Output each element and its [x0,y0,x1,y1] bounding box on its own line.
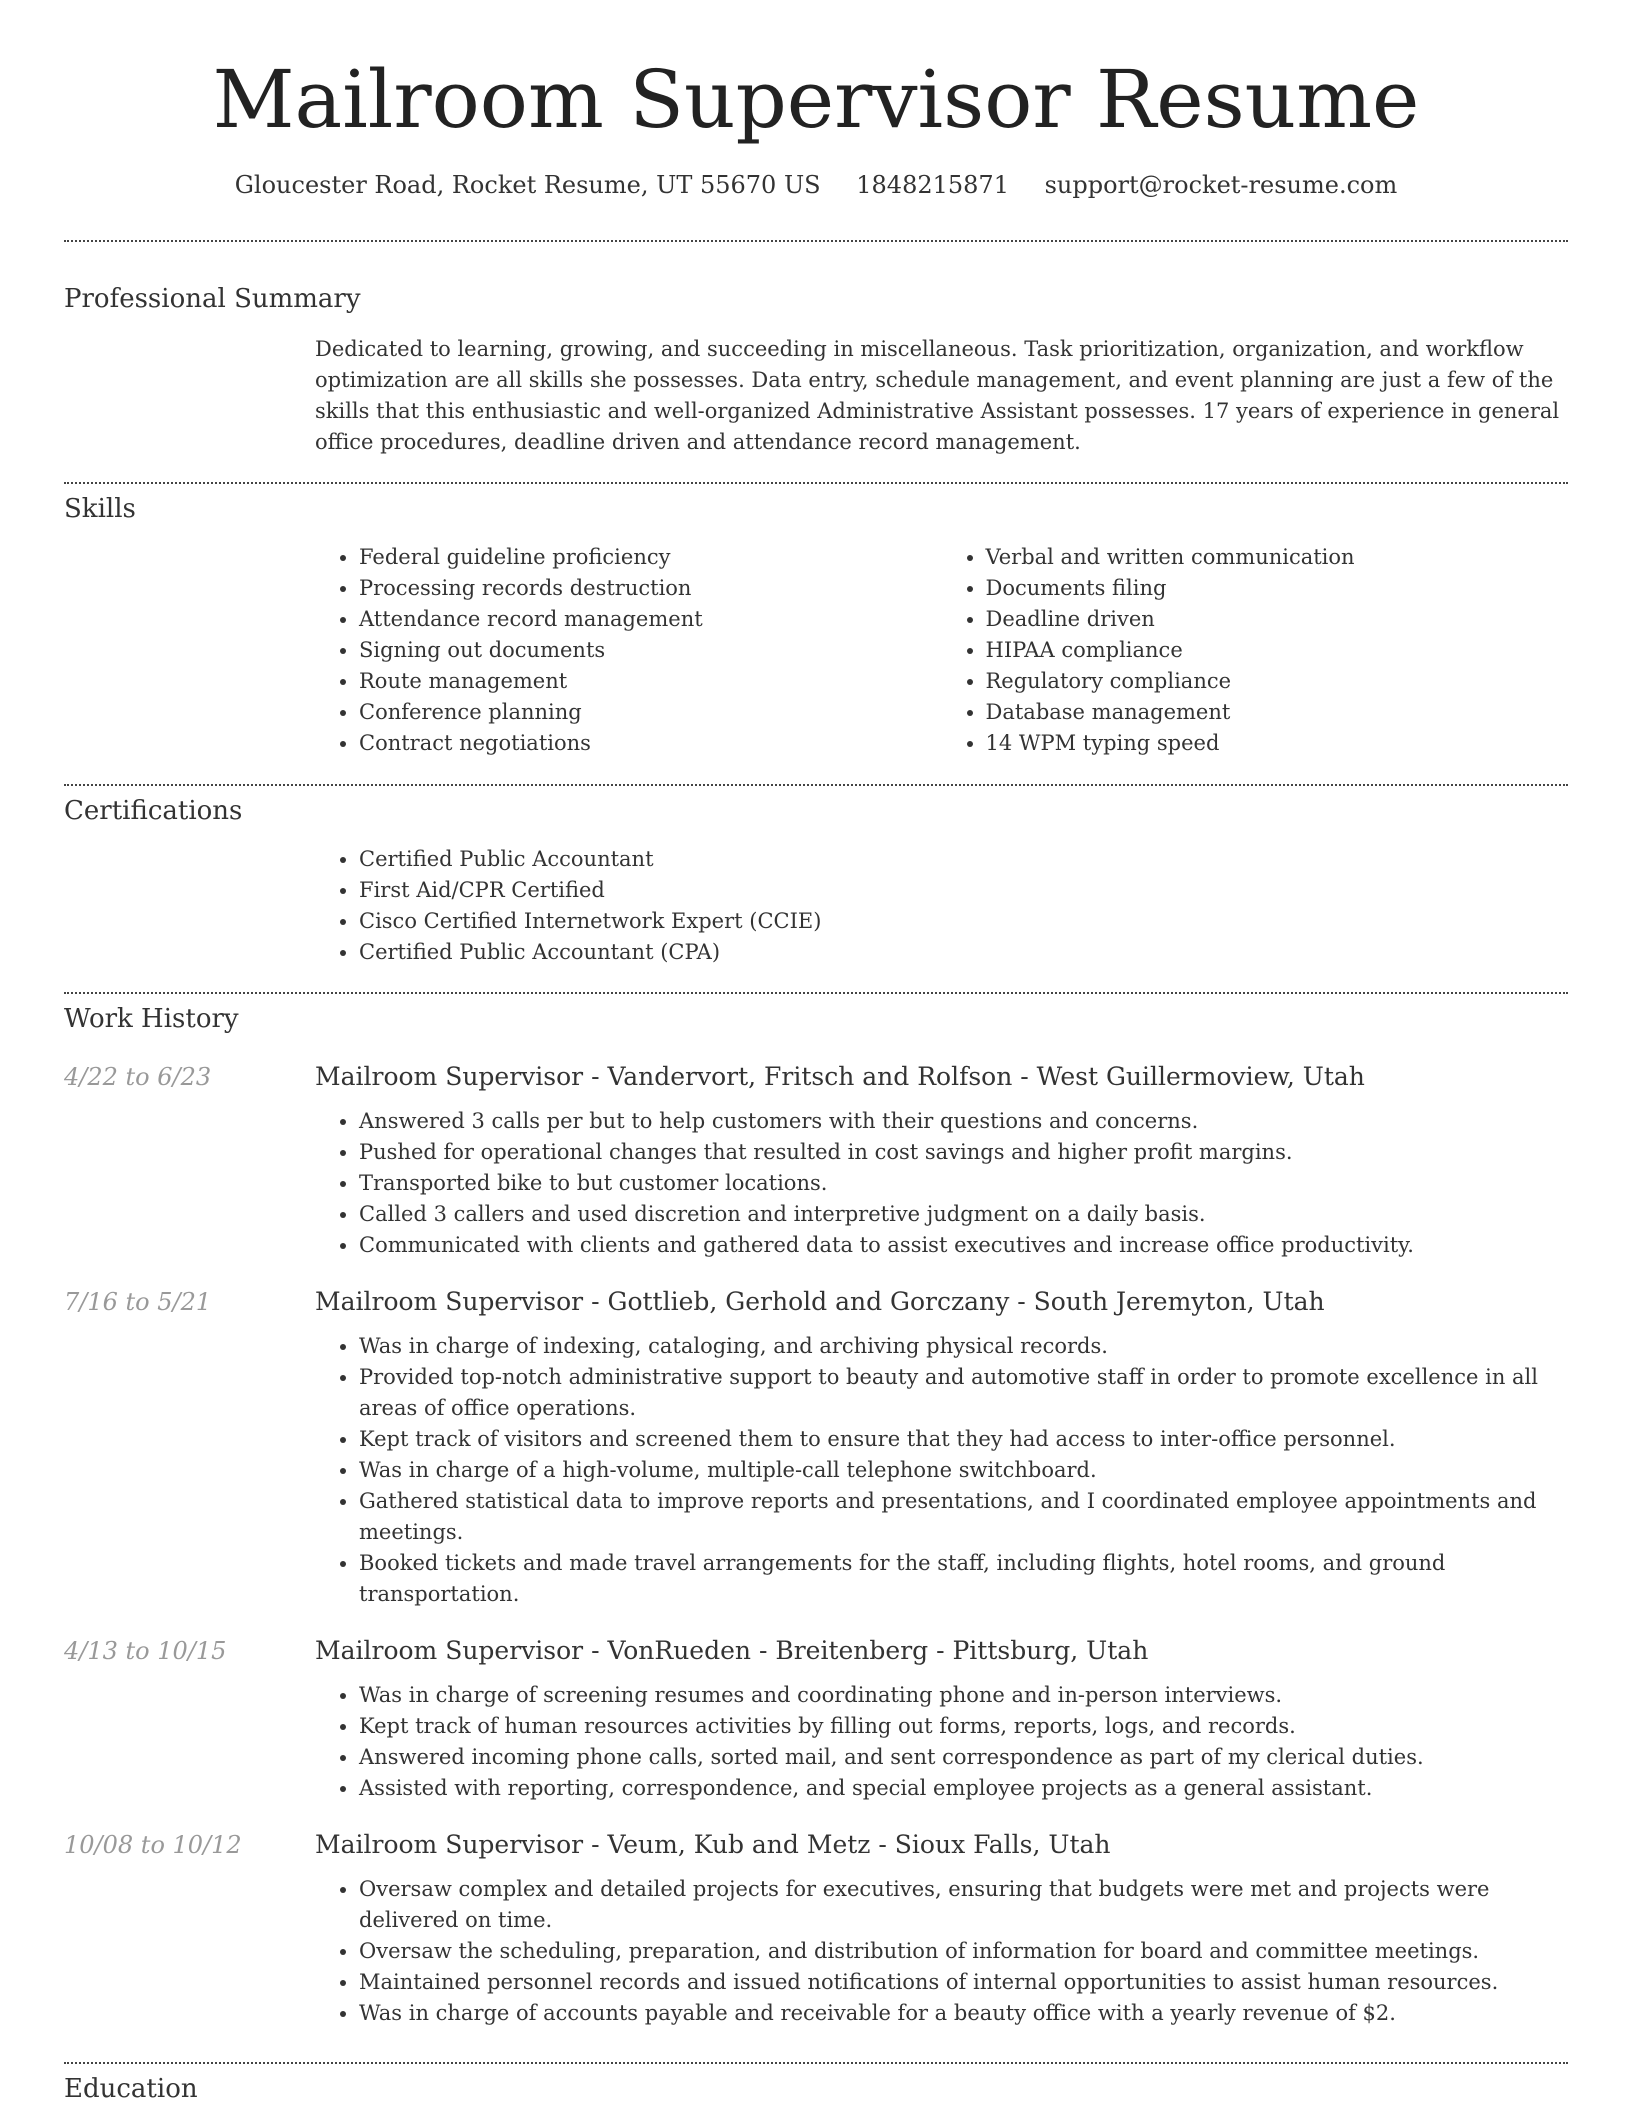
divider [64,482,1568,484]
skill-item: • 14 WPM typing speed [986,728,1569,759]
job-duty-item: • Gathered statistical data to improve reports and presentations, and I coordinated employee appointments and meetings. [359,1486,1568,1548]
job-duty-item: • Transported bike to but customer locations. [359,1168,1568,1199]
contact-phone: 1848215871 [856,171,1009,199]
job-title: Mailroom Supervisor - Veum, Kub and Metz - Sioux Falls, Utah [315,1830,1111,1859]
job-duty-item: • Was in charge of screening resumes and coordinating phone and in-person interviews. [359,1680,1568,1711]
certification-item: • Certified Public Accountant (CPA) [359,937,1568,968]
skill-item: • Route management [359,666,942,697]
skill-item: • Deadline driven [986,604,1569,635]
page-title: Mailroom Supervisor Resume [212,53,1420,146]
skill-item: • HIPAA compliance [986,635,1569,666]
contact-line [64,170,1568,201]
contact-address: Gloucester Road, Rocket Resume, UT 55670 US [234,171,821,199]
job-duty-item: • Maintained personnel records and issued notifications of internal opportunities to assist human resources. [359,1967,1568,1998]
job-duty-item: • Provided top-notch administrative support to beauty and automotive staff in order to promote excellence in all areas of office operations. [359,1362,1568,1424]
job-duty-list [315,1331,1568,1610]
certification-item: • Cisco Certified Internetwork Expert (CCIE) [359,906,1568,937]
job-dates: 4/13 to 10/15 [64,1637,227,1665]
section-title-skills: Skills [64,494,136,524]
job-duty-item: • Booked tickets and made travel arrangements for the staff, including flights, hotel rooms, and ground transportation. [359,1548,1568,1610]
job-duty-item: • Kept track of human resources activities by filling out forms, reports, logs, and records. [359,1711,1568,1742]
divider [64,2062,1568,2064]
skill-item: • Verbal and written communication [986,542,1569,573]
resume-page [64,0,1568,2104]
skills-section [64,494,1568,759]
section-title-summary: Professional Summary [64,284,361,314]
summary-section [64,284,1568,458]
skills-list-right [942,542,1569,759]
job-entry [64,1062,1568,1261]
skill-item: • Database management [986,697,1569,728]
job-title: Mailroom Supervisor - Vandervort, Fritsch and Rolfson - West Guillermoview, Utah [315,1062,1365,1091]
job-duties [315,1874,1568,2029]
job-dates: 4/22 to 6/23 [64,1063,212,1091]
work-history-section [64,1004,1568,2029]
certification-item: • First Aid/CPR Certified [359,875,1568,906]
contact-email[interactable]: support@rocket-resume.com [1044,171,1398,199]
skill-item: • Contract negotiations [359,728,942,759]
section-title-certifications: Certifications [64,796,243,826]
job-duties [315,1680,1568,1804]
certifications-body [315,844,1568,968]
skill-item: • Processing records destruction [359,573,942,604]
job-dates: 7/16 to 5/21 [64,1288,212,1316]
job-header [64,1636,1568,1666]
summary-text: Dedicated to learning, growing, and succeeding in miscellaneous. Task prioritization, organization, and workflow optimization are all skills she possesses. Data entry, schedule management, and event planning are just a few of the skills that this enthusiastic and well-organized Administrative Assistant possesses. 17 years of experience in general office procedures, deadline driven and attendance record management. [315,337,1560,454]
job-header [64,1287,1568,1317]
divider [64,240,1568,242]
job-duties [315,1331,1568,1610]
job-duty-item: • Oversaw the scheduling, preparation, and distribution of information for board and committee meetings. [359,1936,1568,1967]
job-header [64,1062,1568,1092]
job-title: Mailroom Supervisor - VonRueden - Breitenberg - Pittsburg, Utah [315,1636,1149,1665]
job-duty-item: • Kept track of visitors and screened them to ensure that they had access to inter-office personnel. [359,1424,1568,1455]
job-duty-list [315,1106,1568,1261]
certifications-list [315,844,1568,968]
certifications-section [64,796,1568,968]
skill-item: • Conference planning [359,697,942,728]
education-section [64,2074,1568,2104]
job-duties [315,1106,1568,1261]
job-dates: 10/08 to 10/12 [64,1831,242,1859]
section-title-education: Education [64,2074,198,2104]
skill-item: • Attendance record management [359,604,942,635]
job-duty-item: • Called 3 callers and used discretion and interpretive judgment on a daily basis. [359,1199,1568,1230]
skill-item: • Federal guideline proficiency [359,542,942,573]
skills-list-left [315,542,942,759]
job-duty-list [315,1874,1568,2029]
job-duty-item: • Was in charge of indexing, cataloging, and archiving physical records. [359,1331,1568,1362]
job-entry [64,1636,1568,1804]
job-duty-item: • Was in charge of accounts payable and receivable for a beauty office with a yearly revenue of $2. [359,1998,1568,2029]
skill-item: • Signing out documents [359,635,942,666]
job-duty-item: • Oversaw complex and detailed projects for executives, ensuring that budgets were met and projects were delivered on time. [359,1874,1568,1936]
job-duty-item: • Pushed for operational changes that resulted in cost savings and higher profit margins. [359,1137,1568,1168]
job-header [64,1830,1568,1860]
divider [64,784,1568,786]
job-list [64,1062,1568,2029]
job-duty-list [315,1680,1568,1804]
job-entry [64,1830,1568,2029]
certification-item: • Certified Public Accountant [359,844,1568,875]
section-title-work-history: Work History [64,1004,239,1034]
job-duty-item: • Answered incoming phone calls, sorted mail, and sent correspondence as part of my clerical duties. [359,1742,1568,1773]
job-duty-item: • Communicated with clients and gathered data to assist executives and increase office productivity. [359,1230,1568,1261]
job-entry [64,1287,1568,1610]
skill-item: • Documents filing [986,573,1569,604]
skill-item: • Regulatory compliance [986,666,1569,697]
divider [64,992,1568,994]
job-title: Mailroom Supervisor - Gottlieb, Gerhold and Gorczany - South Jeremyton, Utah [315,1287,1325,1316]
job-duty-item: • Was in charge of a high-volume, multiple-call telephone switchboard. [359,1455,1568,1486]
skills-columns [315,542,1568,759]
job-duty-item: • Assisted with reporting, correspondence, and special employee projects as a general assistant. [359,1773,1568,1804]
job-duty-item: • Answered 3 calls per but to help customers with their questions and concerns. [359,1106,1568,1137]
